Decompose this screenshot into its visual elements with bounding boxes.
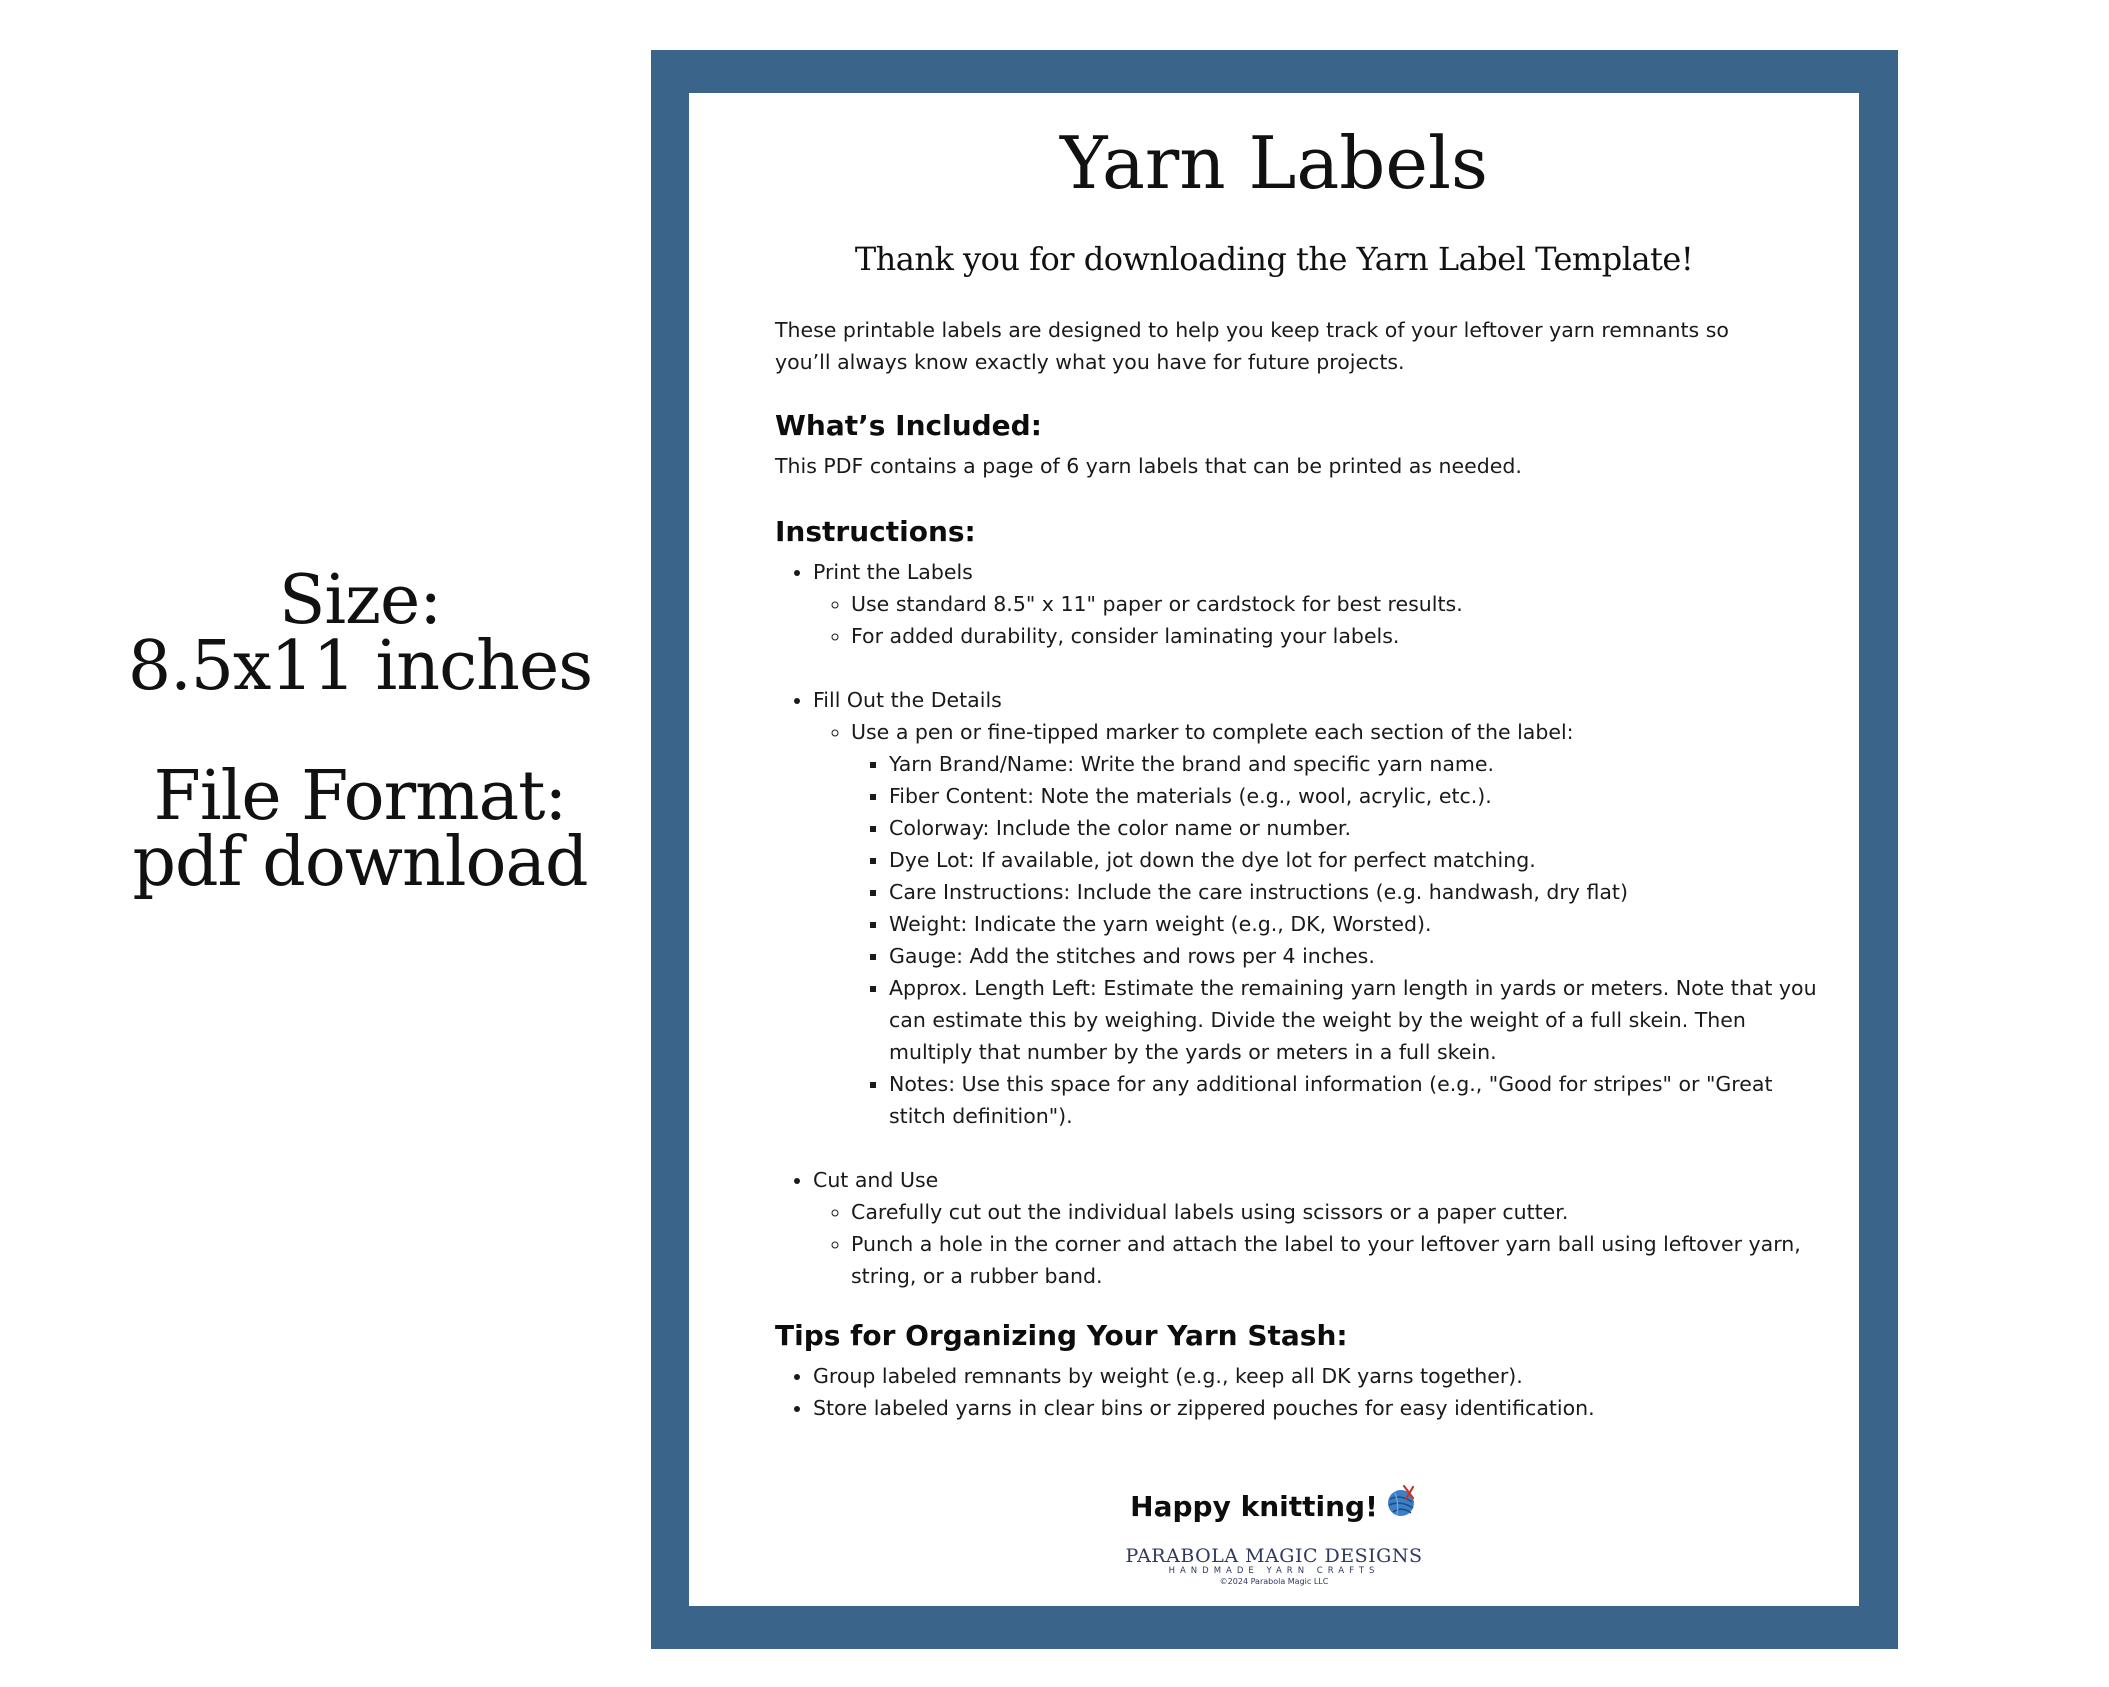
list-item: ▪ Yarn Brand/Name: Write the brand and specific yarn name. [889, 748, 1823, 780]
list-item: ▪ Fiber Content: Note the materials (e.g., wool, acrylic, etc.). [889, 780, 1823, 812]
step-label: Print the Labels [813, 560, 973, 584]
list-item: ▪ Gauge: Add the stitches and rows per 4 inches. [889, 940, 1823, 972]
intro-line: you’ll always know exactly what you have for future projects. [775, 350, 1405, 374]
document-page [689, 93, 1859, 1606]
detail-list [851, 748, 1823, 1132]
list-item: ▪ Colorway: Include the color name or number. [889, 812, 1823, 844]
list-item [813, 1164, 1823, 1292]
list-item: ▪ Approx. Length Left: Estimate the remaining yarn length in yards or meters. Note that you can estimate this by weighing. Divide the weight by the weight of a full skein. Then multiply that number by the yards or meters in a full skein. [889, 972, 1823, 1068]
document-title: Yarn Labels [1060, 121, 1488, 205]
step-label: Cut and Use [813, 1168, 939, 1192]
included-text: This PDF contains a page of 6 yarn labels that can be printed as needed. [775, 454, 1522, 478]
list-item: • Group labeled remnants by weight (e.g., keep all DK yarns together). [813, 1360, 1595, 1392]
brand-logo [689, 1546, 1859, 1588]
closing-line [689, 1489, 1859, 1527]
sub-list [813, 1196, 1823, 1292]
document-subtitle: Thank you for downloading the Yarn Label Template! [854, 240, 1694, 278]
list-item [851, 716, 1823, 1132]
product-info [120, 561, 600, 902]
size-value: 8.5x11 inches [127, 627, 593, 706]
closing-text: Happy knitting! [1130, 1490, 1378, 1523]
list-item [813, 556, 1823, 652]
sub-list [813, 716, 1823, 1132]
list-item: ◦ For added durability, consider laminating your labels. [851, 620, 1823, 652]
intro-paragraph [775, 314, 1775, 378]
brand-copyright: ©2024 Parabola Magic LLC [1219, 1577, 1329, 1586]
tips-heading: Tips for Organizing Your Yarn Stash: [775, 1319, 1348, 1352]
format-value: pdf download [132, 823, 588, 902]
format-label: File Format: [153, 757, 567, 836]
list-item-text: Use a pen or fine-tipped marker to complete each section of the label: [851, 720, 1574, 744]
intro-line: These printable labels are designed to help you keep track of your leftover yarn remnants so [775, 318, 1729, 342]
brand-name: PARABOLA MAGIC DESIGNS [1125, 1545, 1423, 1567]
tips-list [775, 1360, 1595, 1424]
list-item: ▪ Notes: Use this space for any additional information (e.g., "Good for stripes" or "Great stitch definition"). [889, 1068, 1823, 1132]
list-item: ◦ Punch a hole in the corner and attach the label to your leftover yarn ball using leftover yarn, string, or a rubber band. [851, 1228, 1823, 1292]
list-item [813, 684, 1823, 1132]
list-item: • Store labeled yarns in clear bins or zippered pouches for easy identification. [813, 1392, 1595, 1424]
instructions-heading: Instructions: [775, 515, 976, 548]
brand-tagline: HANDMADE YARN CRAFTS [1168, 1566, 1380, 1576]
sub-list [813, 588, 1823, 652]
list-item: ◦ Use standard 8.5" x 11" paper or cardstock for best results. [851, 588, 1823, 620]
step-label: Fill Out the Details [813, 688, 1002, 712]
yarn-ball-icon [1386, 1484, 1418, 1527]
list-item: ▪ Care Instructions: Include the care instructions (e.g. handwash, dry flat) [889, 876, 1823, 908]
list-item: ▪ Weight: Indicate the yarn weight (e.g., DK, Worsted). [889, 908, 1823, 940]
list-item: ◦ Carefully cut out the individual labels using scissors or a paper cutter. [851, 1196, 1823, 1228]
instructions-list [775, 556, 1823, 1292]
list-item: ▪ Dye Lot: If available, jot down the dye lot for perfect matching. [889, 844, 1823, 876]
included-heading: What’s Included: [775, 409, 1042, 442]
size-label: Size: [278, 561, 442, 640]
